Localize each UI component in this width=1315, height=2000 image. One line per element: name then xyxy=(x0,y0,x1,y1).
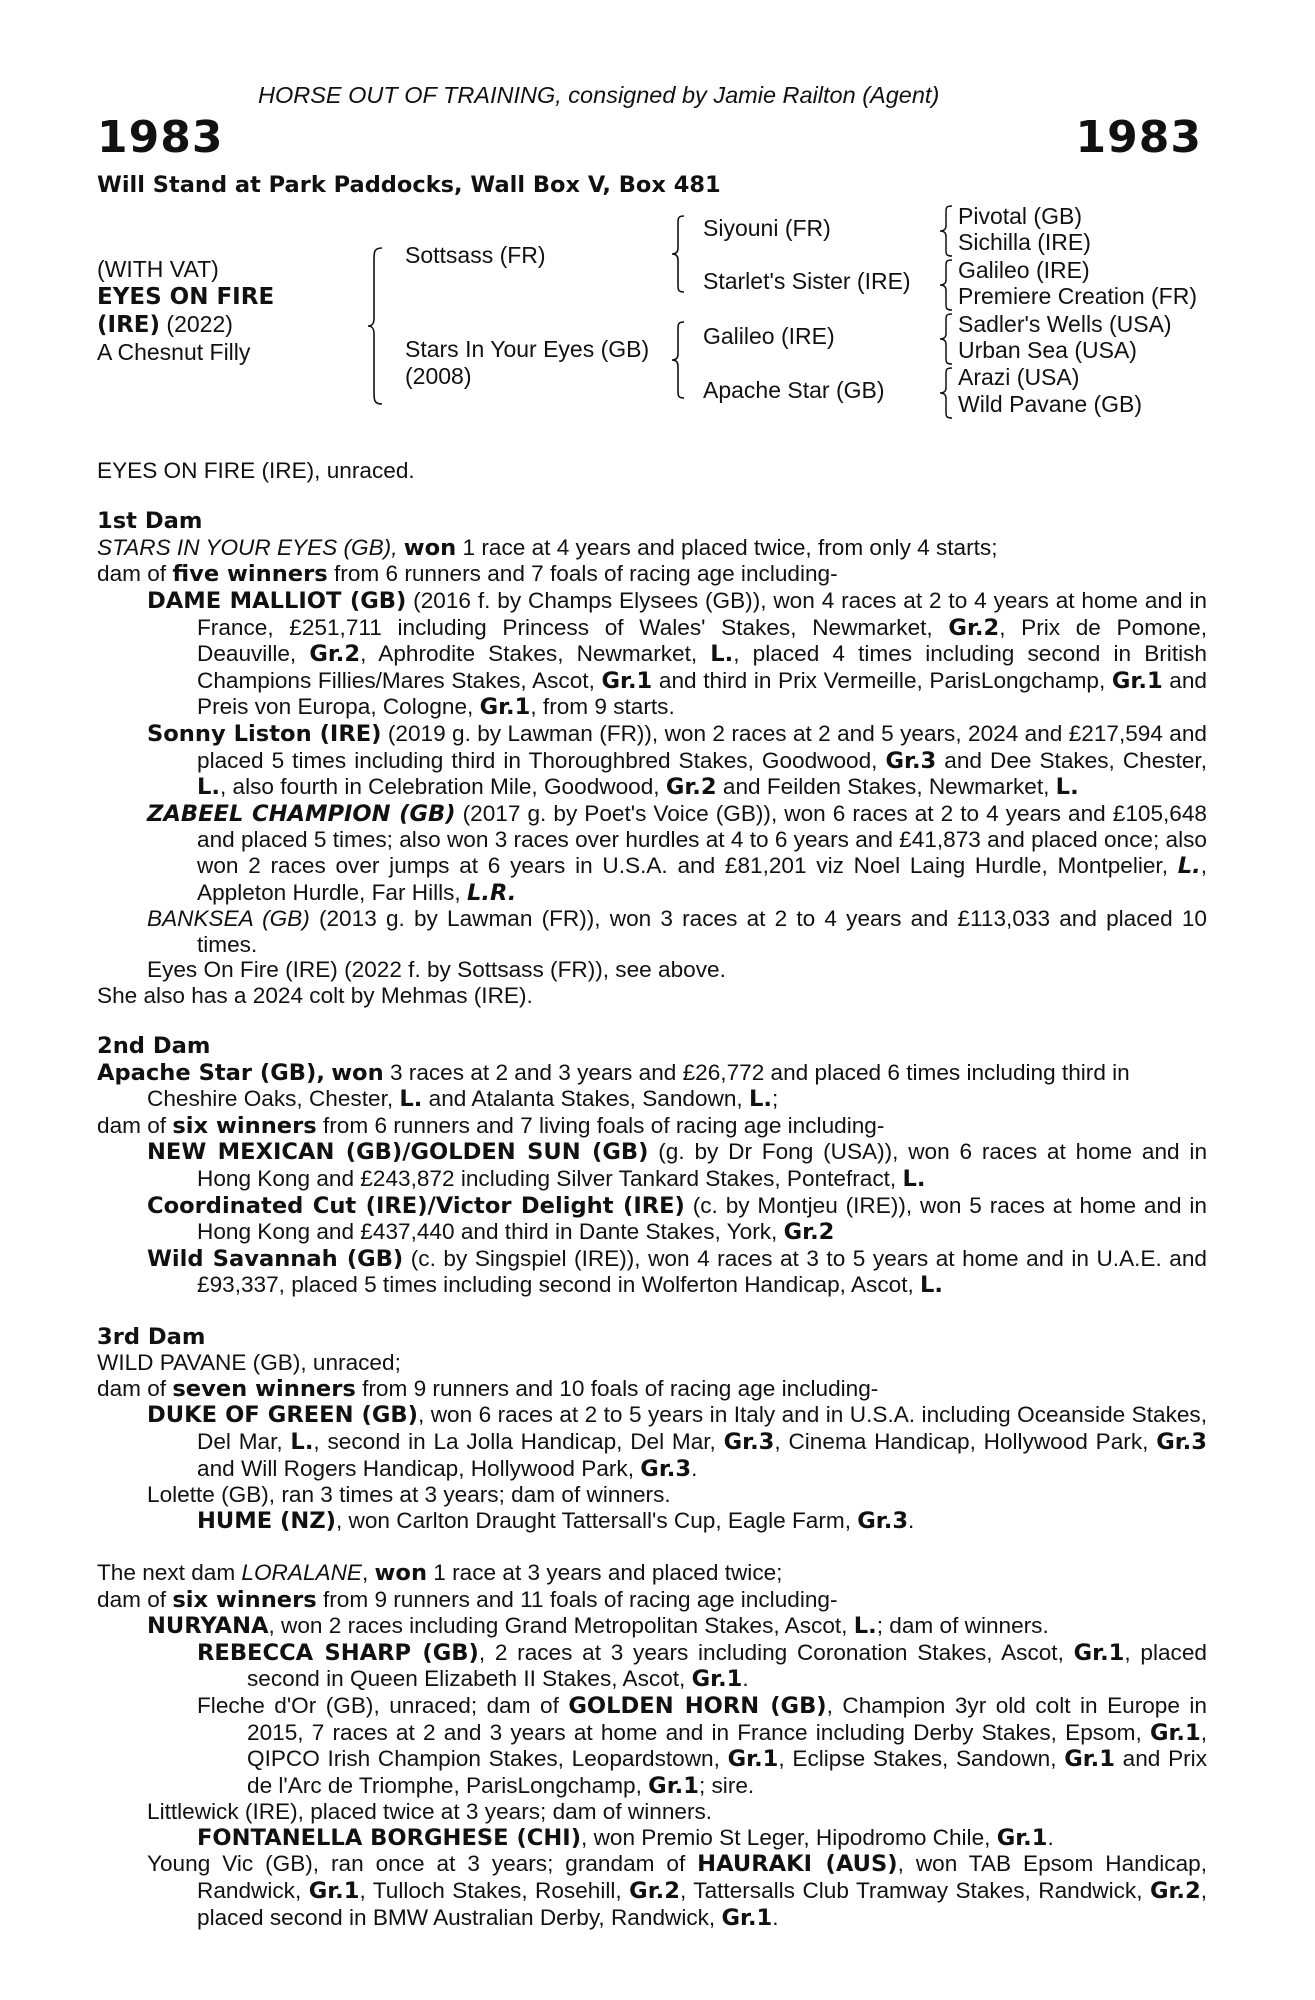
horse-name: EYES ON FIRE xyxy=(97,284,275,310)
dame-malliot-entry: DAME MALLIOT (GB) (2016 f. by Champs Elysees (GB)), won 4 races at 2 to 4 years at home and in France, £251,711 including Princess of Wales' Stakes, Newmarket, Gr.2, Prix de Pomone, Deauville, Gr.2, Aphrodite Stakes, Newmarket, L., placed 4 times including second in British Champions Fillies/Mares Stakes, Ascot, Gr.1 and third in Prix Vermeille, ParisLongchamp, Gr.1 and Preis von Europa, Cologne, Gr.1, from 9 starts. xyxy=(147,587,1208,721)
gen3-8: Wild Pavane (GB) xyxy=(958,391,1143,417)
duke-of-green-entry: DUKE OF GREEN (GB), won 6 races at 2 to 5 years in Italy and in U.S.A. including Oceanside Stakes, Del Mar, L., second in La Jolla Handicap, Del Mar, Gr.3, Cinema Handicap, Hollywood Park, Gr.3 and Will Rogers Handicap, Hollywood Park, Gr.3. xyxy=(147,1402,1208,1482)
gen3-1: Pivotal (GB) xyxy=(958,203,1082,229)
second-dam-heading: 2nd Dam xyxy=(97,1033,211,1060)
third-dam-produce: dam of seven winners from 9 runners and 10 foals of racing age including- xyxy=(97,1375,879,1402)
catalogue-body xyxy=(97,458,1207,1931)
sire-line-bracket xyxy=(672,214,688,294)
rebecca-sharp-entry: REBECCA SHARP (GB), 2 races at 3 years including Coronation Stakes, Ascot, Gr.1, placed second in Queen Elizabeth II Stakes, Ascot, Gr.1. xyxy=(197,1639,1207,1693)
gen3-2: Sichilla (IRE) xyxy=(958,229,1091,255)
first-dam-heading: 1st Dam xyxy=(97,508,203,535)
stand-location: Will Stand at Park Paddocks, Wall Box V, Box 481 xyxy=(97,172,721,198)
littlewick-entry: Littlewick (IRE), placed twice at 3 years; dam of winners. xyxy=(147,1799,713,1825)
horse-description: A Chesnut Filly xyxy=(97,339,251,365)
sire-dam-bracket xyxy=(368,246,388,406)
dam-line-bracket xyxy=(672,320,688,400)
gen3-5: Sadler's Wells (USA) xyxy=(958,311,1172,337)
gen3-bracket-1 xyxy=(940,204,954,258)
first-dam-record: STARS IN YOUR EYES (GB), won 1 race at 4 years and placed twice, from only 4 starts; xyxy=(97,534,998,561)
dam-sire: Galileo (IRE) xyxy=(703,323,835,349)
dam-dam: Apache Star (GB) xyxy=(703,377,885,403)
colt-line: She also has a 2024 colt by Mehmas (IRE). xyxy=(97,982,533,1008)
dam: Stars In Your Eyes (GB) xyxy=(405,336,650,362)
fontanella-borghese-entry: FONTANELLA BORGHESE (CHI), won Premio St Leger, Hipodromo Chile, Gr.1. xyxy=(197,1824,1054,1851)
fleche-dor-entry: Fleche d'Or (GB), unraced; dam of GOLDEN HORN (GB), Champion 3yr old colt in Europe in 2015, 7 races at 2 and 3 years at home and in France including Derby Stakes, Epsom, Gr.1, QIPCO Irish Champion Stakes, Leopardstown, Gr.1, Eclipse Stakes, Sandown, Gr.1 and Prix de l'Arc de Triomphe, ParisLongchamp, Gr.1; sire. xyxy=(197,1692,1207,1799)
lot-number-left: 1983 xyxy=(97,112,224,163)
dam-year: (2008) xyxy=(405,363,472,389)
consignment-line: HORSE OUT OF TRAINING, consigned by Jamie Railton (Agent) xyxy=(258,82,940,108)
third-dam-heading: 3rd Dam xyxy=(97,1323,206,1350)
coordinated-cut-entry: Coordinated Cut (IRE)/Victor Delight (IRE) (c. by Montjeu (IRE)), won 5 races at home and in Hong Kong and £437,440 and third in Dante Stakes, York, Gr.2 xyxy=(147,1192,1207,1246)
gen3-6: Urban Sea (USA) xyxy=(958,337,1137,363)
zabeel-champion-entry: ZABEEL CHAMPION (GB) (2017 g. by Poet's Voice (GB)), won 6 races at 2 to 4 years and £105,648 and placed 5 times; also won 3 races over hurdles at 4 to 6 years and £41,873 and placed once; also won 2 races over jumps at 6 years in U.S.A. and £81,201 viz Noel Laing Hurdle, Montpelier, L., Appleton Hurdle, Far Hills, L.R. xyxy=(147,800,1207,906)
first-dam-produce: dam of five winners from 6 runners and 7 foals of racing age including- xyxy=(97,561,838,588)
next-dam-produce: dam of six winners from 9 runners and 11 foals of racing age including- xyxy=(97,1586,838,1613)
second-dam-record: Apache Star (GB), won 3 races at 2 and 3 years and £26,772 and placed 6 times including third in Cheshire Oaks, Chester, L. and Atalanta Stakes, Sandown, L.; xyxy=(97,1059,1130,1113)
sonny-liston-entry: Sonny Liston (IRE) (2019 g. by Lawman (FR)), won 2 races at 2 and 5 years, 2024 and £217,594 and placed 5 times including third in Thoroughbred Stakes, Goodwood, Gr.3 and Dee Stakes, Chester, L., also fourth in Celebration Mile, Goodwood, Gr.2 and Feilden Stakes, Newmarket, L. xyxy=(147,720,1208,801)
gen3-bracket-3 xyxy=(940,312,954,366)
lot-number-right: 1983 xyxy=(1075,112,1202,163)
horse-details xyxy=(97,256,274,366)
intro-line: EYES ON FIRE (IRE), unraced. xyxy=(97,458,415,483)
gen3-4: Premiere Creation (FR) xyxy=(958,283,1197,309)
horse-country: (IRE) xyxy=(97,312,161,338)
gen3-bracket-2 xyxy=(940,258,954,312)
sire-sire: Siyouni (FR) xyxy=(703,215,831,241)
banksea-entry: BANKSEA (GB) (2013 g. by Lawman (FR)), won 3 races at 2 to 4 years and £113,033 and placed 10 times. xyxy=(147,906,1207,957)
nuryana-entry: NURYANA, won 2 races including Grand Metropolitan Stakes, Ascot, L.; dam of winners. xyxy=(147,1613,1049,1640)
next-dam-record: The next dam LORALANE, won 1 race at 3 years and placed twice; xyxy=(97,1559,783,1586)
horse-year: (2022) xyxy=(166,311,233,337)
eyes-on-fire-entry: Eyes On Fire (IRE) (2022 f. by Sottsass (FR)), see above. xyxy=(147,957,726,983)
gen3-7: Arazi (USA) xyxy=(958,364,1080,390)
lolette-entry: Lolette (GB), ran 3 times at 3 years; dam of winners. xyxy=(147,1482,671,1508)
gen3-3: Galileo (IRE) xyxy=(958,257,1090,283)
second-dam-produce: dam of six winners from 6 runners and 7 living foals of racing age including- xyxy=(97,1112,885,1139)
sire: Sottsass (FR) xyxy=(405,242,546,268)
wild-savannah-entry: Wild Savannah (GB) (c. by Singspiel (IRE)), won 4 races at 3 to 5 years at home and in U.A.E. and £93,337, placed 5 times including second in Wolferton Handicap, Ascot, L. xyxy=(147,1245,1207,1299)
sire-dam: Starlet's Sister (IRE) xyxy=(703,268,911,294)
young-vic-entry: Young Vic (GB), ran once at 3 years; grandam of HAURAKI (AUS), won TAB Epsom Handicap, Randwick, Gr.1, Tulloch Stakes, Rosehill, Gr.2, Tattersalls Club Tramway Stakes, Randwick, Gr.2, placed second in BMW Australian Derby, Randwick, Gr.1. xyxy=(147,1851,1208,1931)
third-dam-record: WILD PAVANE (GB), unraced; xyxy=(97,1350,401,1376)
vat-note: (WITH VAT) xyxy=(97,256,219,282)
hume-entry: HUME (NZ), won Carlton Draught Tattersall's Cup, Eagle Farm, Gr.3. xyxy=(197,1507,915,1534)
gen3-bracket-4 xyxy=(940,366,954,420)
new-mexican-entry: NEW MEXICAN (GB)/GOLDEN SUN (GB) (g. by Dr Fong (USA)), won 6 races at home and in Hong Kong and £243,872 including Silver Tankard Stakes, Pontefract, L. xyxy=(147,1139,1208,1193)
